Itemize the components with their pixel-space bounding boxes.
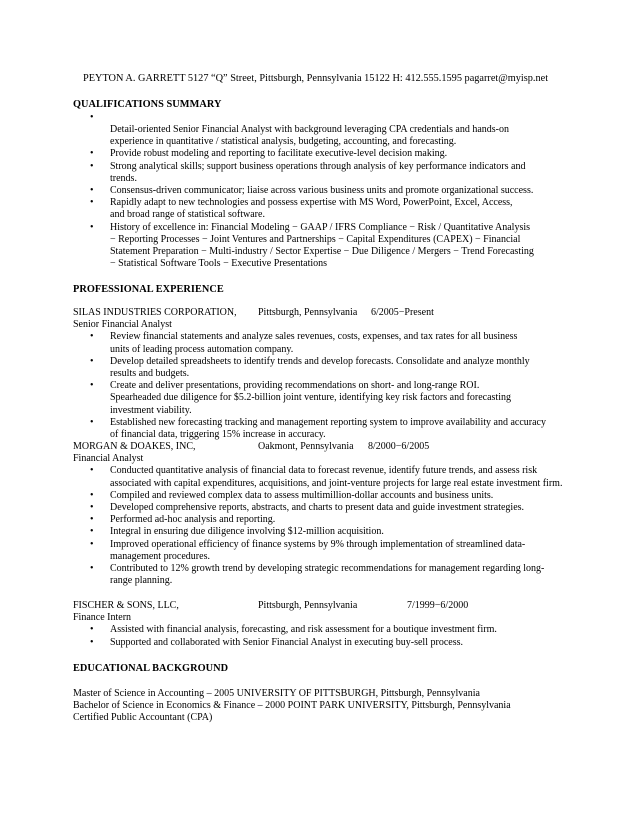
list-item-text: Provide robust modeling and reporting to facilitate executive-level decision making. xyxy=(110,148,448,160)
bullet-icon: • xyxy=(90,331,94,343)
bullet-icon: • xyxy=(90,197,94,209)
list-item xyxy=(73,417,555,441)
bullet-icon: • xyxy=(90,185,94,197)
list-item-text: Contributed to 12% growth trend by developing strategic recommendations for management regarding long-range planning. xyxy=(110,563,545,587)
list-item xyxy=(73,124,528,148)
experience-title: PROFESSIONAL EXPERIENCE xyxy=(73,284,224,295)
list-item xyxy=(73,465,570,489)
list-item xyxy=(73,331,528,355)
list-item-text: Integral in ensuring due diligence involving $12-million acquisition. xyxy=(110,526,384,538)
list-item-text: Developed comprehensive reports, abstracts, and charts to present data and guide investment strategies. xyxy=(110,502,525,514)
list-item-text: Consensus-driven communicator; liaise across various business units and promote organizational success. xyxy=(110,185,534,197)
education-title: EDUCATIONAL BACKGROUND xyxy=(73,663,229,674)
list-item xyxy=(73,380,530,417)
list-item xyxy=(73,563,550,587)
list-item-text: Compiled and reviewed complex data to assess multimillion-dollar accounts and business units. xyxy=(110,489,494,501)
bullet-icon: • xyxy=(90,624,94,636)
job-header xyxy=(73,600,553,612)
list-item xyxy=(73,490,553,502)
job-fischer xyxy=(73,600,553,649)
job-dates: 7/1999−6/2000 xyxy=(407,600,469,611)
bullet-icon: • xyxy=(90,538,94,550)
bullet-icon: • xyxy=(90,514,94,526)
bullet-icon: • xyxy=(90,221,94,233)
education-list xyxy=(73,688,573,725)
bullet-icon: • xyxy=(90,636,94,648)
job-morgan xyxy=(73,441,563,587)
bullet-icon: • xyxy=(90,502,94,514)
job-title: Senior Financial Analyst xyxy=(73,319,172,331)
company-name: MORGAN & DOAKES, INC, xyxy=(73,441,196,452)
bullet-icon: • xyxy=(90,380,94,392)
bullet-icon: • xyxy=(90,416,94,428)
list-item xyxy=(73,185,550,197)
job-location: Oakmont, Pennsylvania xyxy=(258,441,354,452)
bullet-icon: • xyxy=(90,160,94,172)
job-silas xyxy=(73,307,553,441)
education-item: Master of Science in Accounting – 2005 UNIVERSITY OF PITTSBURGH, Pittsburgh, Pennsylvania xyxy=(73,688,480,699)
company-name: SILAS INDUSTRIES CORPORATION, xyxy=(73,307,237,318)
bullet-icon: • xyxy=(90,148,94,160)
job-header xyxy=(73,307,553,319)
list-item xyxy=(73,526,553,538)
list-item-text: Assisted with financial analysis, forecasting, and risk assessment for a boutique investment firm. xyxy=(110,624,497,636)
list-item xyxy=(73,197,528,221)
list-item-text: Create and deliver presentations, providing recommendations on short- and long-range ROI. Spearheaded due diligence for $5.2-billion joint venture, identifying key risk factors and forecasting investment viability. xyxy=(110,380,511,416)
list-item xyxy=(73,624,553,636)
bullet-icon: • xyxy=(90,112,94,123)
qualifications-title: QUALIFICATIONS SUMMARY xyxy=(73,99,222,110)
job-header xyxy=(73,441,553,453)
list-item xyxy=(73,539,550,563)
job-location: Pittsburgh, Pennsylvania xyxy=(258,307,358,318)
qualifications-list xyxy=(73,112,553,270)
list-item-text: Rapidly adapt to new technologies and possess expertise with MS Word, PowerPoint, Excel, Access, and broad range of statistical software. xyxy=(110,197,513,221)
bullet-icon: • xyxy=(90,355,94,367)
bullet-icon: • xyxy=(90,489,94,501)
list-item-text: Supported and collaborated with Senior Financial Analyst in executing buy-sell process. xyxy=(110,636,463,648)
job-title: Finance Intern xyxy=(73,612,132,624)
list-item xyxy=(73,356,555,380)
list-item-text: Review financial statements and analyze sales revenues, costs, expenses, and tax rates for all business units of leading process automation company. xyxy=(110,331,518,355)
bullet-icon: • xyxy=(90,465,94,477)
contact-line: PEYTON A. GARRETT 5127 “Q” Street, Pittsburgh, Pennsylvania 15122 H: 412.555.1595 pagarret@myisp.net xyxy=(83,73,549,84)
list-item-text: Established new forecasting tracking and management reporting system to improve availability and accuracy of financial data, triggering 15% increase in accuracy. xyxy=(110,416,546,441)
list-item-text: Performed ad-hoc analysis and reporting. xyxy=(110,514,276,526)
list-item xyxy=(73,502,553,514)
education-item: Bachelor of Science in Economics & Finance – 2000 POINT PARK UNIVERSITY, Pittsburgh, Pennsylvania xyxy=(73,700,511,712)
bullet-icon: • xyxy=(90,563,94,575)
job-dates: 6/2005−Present xyxy=(371,307,434,318)
list-item-text: Conducted quantitative analysis of financial data to forecast revenue, identify future trends, and assess risk associated with capital expenditures, acquisitions, and joint-venture projects for large real estate investment firm. xyxy=(110,465,563,489)
job-dates: 8/2000−6/2005 xyxy=(368,441,430,452)
list-item xyxy=(73,161,528,185)
list-item-text: History of excellence in: Financial Modeling − GAAP / IFRS Compliance − Risk / Quantitative Analysis − Reporting Processes − Joint Ventures and Partnerships − Capital Expenditures (CAPEX) − Financial Statement Preparation − Multi-industry / Sector Expertise − Due Diligence / Mergers − Trend Forecasting − Statistical Software Tools − Executive Presentations xyxy=(110,221,534,270)
list-item-text: Develop detailed spreadsheets to identify trends and develop forecasts. Consolidate and analyze monthly results and budgets. xyxy=(110,355,530,380)
list-item xyxy=(73,112,553,124)
job-location: Pittsburgh, Pennsylvania xyxy=(258,600,358,611)
list-item-text: Improved operational efficiency of finance systems by 9% through implementation of streamlined data-management procedures. xyxy=(110,538,526,562)
list-item xyxy=(73,222,535,271)
education-item: Certified Public Accountant (CPA) xyxy=(73,712,213,724)
bullet-icon: • xyxy=(90,526,94,538)
list-item-text: Strong analytical skills; support business operations through analysis of key performance indicators and trends. xyxy=(110,160,526,184)
job-title: Financial Analyst xyxy=(73,453,144,465)
company-name: FISCHER & SONS, LLC, xyxy=(73,600,179,611)
list-item xyxy=(73,148,528,160)
list-item xyxy=(73,637,553,649)
list-item-text: Detail-oriented Senior Financial Analyst with background leveraging CPA credentials and hands-on experience in quantitative / statistical analysis, budgeting, accounting, and forecasting. xyxy=(110,124,509,148)
list-item xyxy=(73,514,553,526)
